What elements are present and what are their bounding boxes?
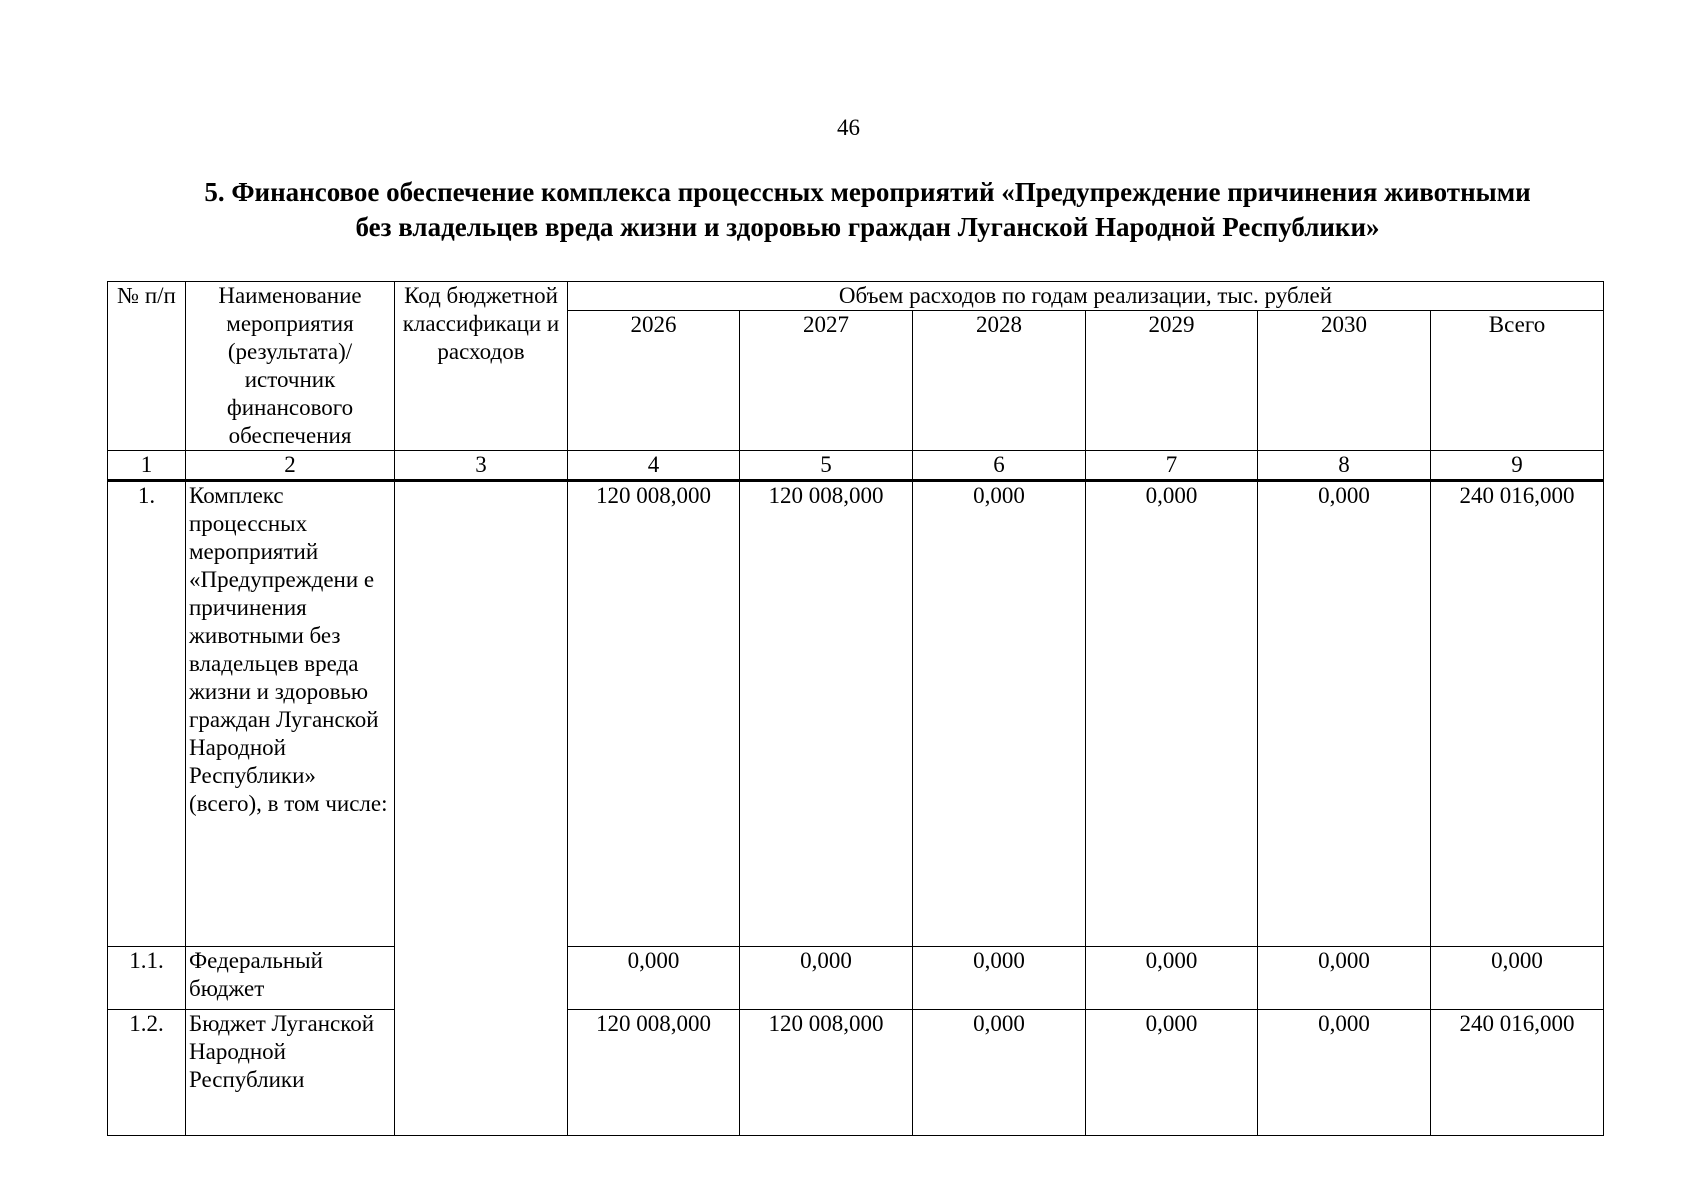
column-number: 4 (568, 451, 740, 481)
header-year-2029: 2029 (1086, 311, 1258, 451)
column-number: 1 (108, 451, 186, 481)
column-number: 5 (740, 451, 913, 481)
budget-code-cell (395, 481, 568, 1136)
column-number: 8 (1258, 451, 1431, 481)
row-name: Бюджет Луганской Народной Республики (186, 1010, 395, 1136)
value-2030: 0,000 (1258, 481, 1431, 947)
value-2029: 0,000 (1086, 481, 1258, 947)
value-2026: 0,000 (568, 947, 740, 1010)
section-title-line-2: без владельцев вреда жизни и здоровью граждан Луганской Народной Республики» (355, 212, 1380, 242)
value-total: 240 016,000 (1431, 481, 1604, 947)
financing-table (107, 281, 1604, 1136)
value-2026: 120 008,000 (568, 1010, 740, 1136)
header-name: Наименование мероприятия (результата)/ источник финансового обеспечения (186, 282, 395, 451)
row-number: 1.2. (108, 1010, 186, 1136)
value-2030: 0,000 (1258, 1010, 1431, 1136)
value-2027: 0,000 (740, 947, 913, 1010)
column-number: 7 (1086, 451, 1258, 481)
page-number: 46 (837, 115, 860, 140)
value-2027: 120 008,000 (740, 481, 913, 947)
value-2030: 0,000 (1258, 947, 1431, 1010)
header-num: № п/п (108, 282, 186, 451)
column-number: 6 (913, 451, 1086, 481)
column-number: 3 (395, 451, 568, 481)
value-2028: 0,000 (913, 1010, 1086, 1136)
header-year-2027: 2027 (740, 311, 913, 451)
value-total: 240 016,000 (1431, 1010, 1604, 1136)
column-numbers-row (108, 451, 1604, 481)
header-total: Всего (1431, 311, 1604, 451)
row-name: Федеральный бюджет (186, 947, 395, 1010)
header-code: Код бюджетной классификаци и расходов (395, 282, 568, 451)
value-2029: 0,000 (1086, 1010, 1258, 1136)
section-title (160, 175, 1575, 245)
value-2028: 0,000 (913, 481, 1086, 947)
column-number: 9 (1431, 451, 1604, 481)
table-row (108, 481, 1604, 947)
section-title-line-1: 5. Финансовое обеспечение комплекса процессных мероприятий «Предупреждение причинения животными (204, 177, 1531, 207)
value-2029: 0,000 (1086, 947, 1258, 1010)
row-number: 1.1. (108, 947, 186, 1010)
table-row (108, 1010, 1604, 1136)
header-year-2028: 2028 (913, 311, 1086, 451)
header-year-2026: 2026 (568, 311, 740, 451)
table-row (108, 947, 1604, 1010)
header-volume: Объем расходов по годам реализации, тыс. рублей (568, 282, 1604, 311)
row-name: Комплекс процессных мероприятий «Предупреждени е причинения животными без владельцев вреда жизни и здоровью граждан Луганской Народной Республики» (всего), в том числе: (186, 481, 395, 947)
value-2027: 120 008,000 (740, 1010, 913, 1136)
value-total: 0,000 (1431, 947, 1604, 1010)
value-2026: 120 008,000 (568, 481, 740, 947)
value-2028: 0,000 (913, 947, 1086, 1010)
column-number: 2 (186, 451, 395, 481)
row-number: 1. (108, 481, 186, 947)
header-year-2030: 2030 (1258, 311, 1431, 451)
header-row-1 (108, 282, 1604, 311)
